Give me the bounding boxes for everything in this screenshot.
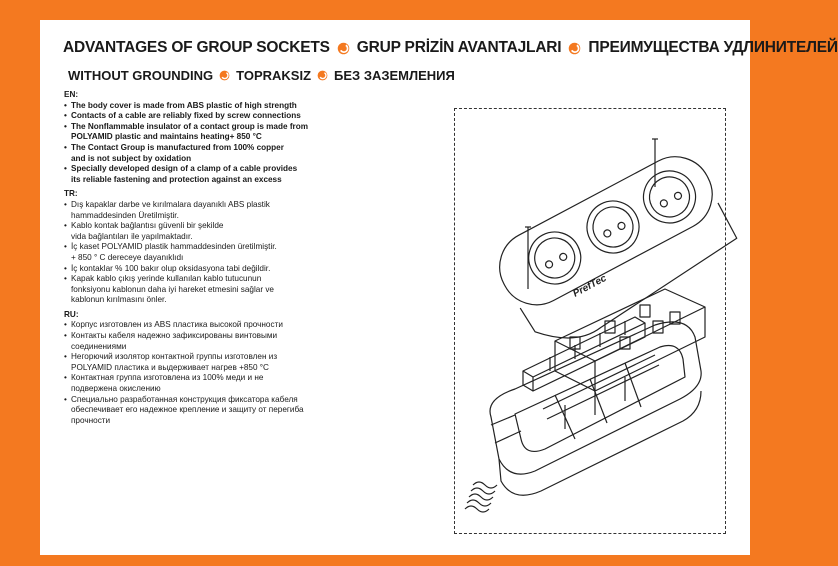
- feature-list-en: [64, 101, 424, 186]
- exploded-view-diagram: [454, 108, 726, 534]
- list-item: • Specially developed design of a clamp of a cable provides its reliable fastening and protection against an excess: [64, 164, 424, 185]
- list-item: • İç kaset POLYAMID plastik hammaddesinden üretilmiştir. + 850 ° C dereceye dayanıklıdı: [64, 242, 424, 263]
- list-item: • Контактная группа изготовлена из 100% меди и не подвержена окислению: [64, 373, 424, 394]
- list-item: • The Contact Group is manufactured from 100% copper and is not subject by oxidation: [64, 143, 424, 164]
- section-label-tr: TR:: [64, 189, 78, 199]
- subtitle-ru: БЕЗ ЗАЗЕМЛЕНИЯ: [334, 68, 455, 83]
- page-title: [63, 39, 838, 57]
- subtitle: [68, 68, 455, 83]
- list-item: • İç kontaklar % 100 bakır olup oksidasyona tabi değildir.: [64, 264, 424, 275]
- subtitle-en: WITHOUT GROUNDING: [68, 68, 214, 83]
- brand-label: PrefTec: [571, 272, 609, 300]
- list-item: • Dış kapaklar darbe ve kırılmalara dayanıklı ABS plastik hammaddesinden Üretilmiştir.: [64, 200, 424, 221]
- list-item: • Специально разработанная конструкция фиксатора кабеля обеспечивает его надежное крепление и защиту от перегиба прочности: [64, 395, 424, 427]
- orange-swirl-icon: [337, 42, 350, 55]
- feature-list-ru: [64, 320, 424, 426]
- list-item: • Корпус изготовлен из ABS пластика высокой прочности: [64, 320, 424, 331]
- list-item: • Kapak kablo çıkış yerinde kullanılan kablo tutucunun fonksiyonu kablonun daha iyi hareket etmesini sağlar ve kablonun kırılmasını önler.: [64, 274, 424, 306]
- title-en: ADVANTAGES OF GROUP SOCKETS: [63, 39, 330, 56]
- section-label-en: EN:: [64, 90, 79, 99]
- feature-list-tr: [64, 200, 424, 306]
- list-item: • The Nonflammable insulator of a contact group is made from POLYAMID plastic and maintains heating+ 850 °C: [64, 122, 424, 143]
- list-item: • Kablo kontak bağlantısı güvenli bir şekilde vida bağlantıları ile yapılmaktadır.: [64, 221, 424, 242]
- list-item: • Контакты кабеля надежно зафиксированы винтовыми соединениями: [64, 331, 424, 352]
- top-cover: [487, 144, 747, 359]
- section-label-ru: RU:: [64, 309, 79, 319]
- cable-clamp: [465, 482, 497, 512]
- orange-swirl-icon: [219, 70, 230, 81]
- orange-swirl-icon: [568, 42, 581, 55]
- power-strip-drawing: [455, 109, 725, 533]
- feature-text-column: [64, 90, 424, 430]
- list-item: • Негорючий изолятор контактной группы изготовлен из POLYAMID пластика и выдерживает нагрев +850 °C: [64, 352, 424, 373]
- title-ru: ПРЕИМУЩЕСТВА УДЛИНИТЕЛЕЙ: [588, 39, 838, 56]
- document-sheet: [40, 20, 838, 555]
- list-item: • Contacts of a cable are reliably fixed by screw connections: [64, 111, 424, 122]
- list-item: • The body cover is made from ABS plastic of high strength: [64, 101, 424, 112]
- title-tr: GRUP PRİZİN AVANTAJLARI: [356, 39, 562, 56]
- orange-swirl-icon: [317, 70, 328, 81]
- subtitle-tr: TOPRAKSIZ: [236, 68, 312, 83]
